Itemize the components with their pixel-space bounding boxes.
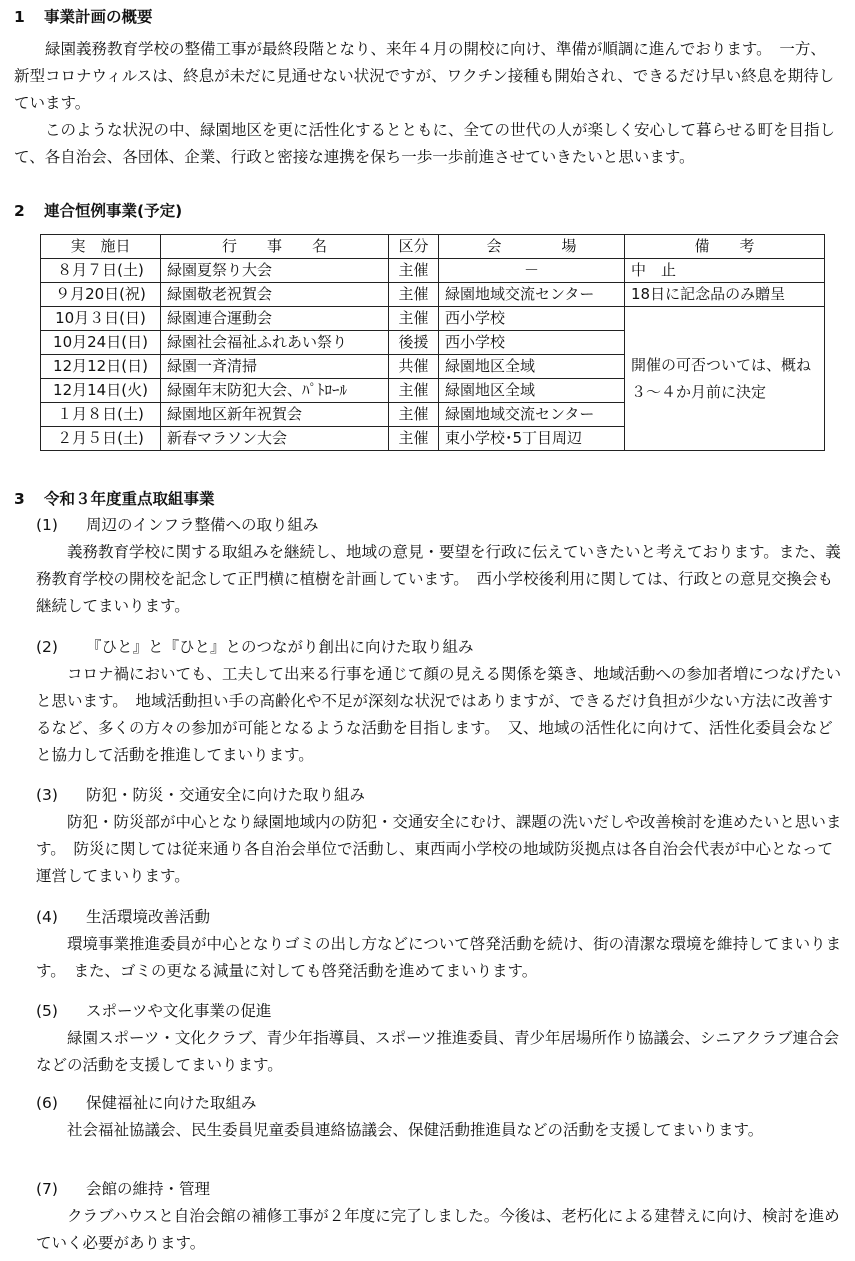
section-2-title: 連合恒例事業(予定) — [44, 202, 183, 220]
table-header-row — [41, 235, 825, 259]
cell-date: ８月７日(土) — [41, 259, 161, 283]
priority-item — [36, 782, 842, 890]
priority-item — [36, 904, 842, 985]
cell-event: 緑園夏祭り大会 — [161, 259, 389, 283]
cell-venue: 緑園地域交流センター — [439, 403, 625, 427]
section-2-heading — [14, 198, 182, 225]
item-number: (4) — [36, 908, 58, 926]
cell-category: 主催 — [389, 283, 439, 307]
cell-event: 緑園地区新年祝賀会 — [161, 403, 389, 427]
item-number: (2) — [36, 638, 58, 656]
section-1-body — [14, 36, 840, 171]
item-body: 義務教育学校に関する取組みを継続し、地域の意見・要望を行政に伝えていきたいと考えております。また、義務教育学校の開校を記念して正門横に植樹を計画しています。 西小学校後利用に関しては、行政との意見交換会も継続してまいります。 — [36, 543, 841, 615]
cell-venue: 緑園地区全域 — [439, 379, 625, 403]
item-number: (3) — [36, 786, 58, 804]
cell-category: 主催 — [389, 403, 439, 427]
item-title: 『ひと』と『ひと』とのつながり創出に向けた取り組み — [86, 638, 474, 656]
cell-date: ９月20日(祝) — [41, 283, 161, 307]
section-2-number: 2 — [14, 202, 25, 220]
header-date: 実 施日 — [41, 235, 161, 259]
cell-category: 共催 — [389, 355, 439, 379]
header-remarks: 備 考 — [625, 235, 825, 259]
priority-item — [36, 512, 842, 620]
item-body: 社会福祉協議会、民生委員児童委員連絡協議会、保健活動推進員などの活動を支援してまいります。 — [67, 1121, 764, 1139]
cell-event: 緑園連合運動会 — [161, 307, 389, 331]
section-1-heading — [14, 4, 153, 31]
cell-merged-note: 開催の可否ついては、概ね３～４か月前に決定 — [625, 307, 825, 451]
section-1-title: 事業計画の概要 — [44, 8, 153, 26]
item-title: 周辺のインフラ整備への取り組み — [86, 516, 319, 534]
cell-remarks: 中 止 — [625, 259, 825, 283]
section-1-paragraph: このような状況の中、緑園地区を更に活性化するとともに、全ての世代の人が楽しく安心して暮らせる町を目指して、各自治会、各団体、企業、行政と密接な連携を保ち一歩一歩前進させていきたいと思います。 — [14, 121, 836, 166]
cell-date: １月８日(土) — [41, 403, 161, 427]
item-body: 緑園スポーツ・文化クラブ、青少年指導員、スポーツ推進委員、青少年居場所作り協議会、シニアクラブ連合会などの活動を支援してまいります。 — [36, 1029, 840, 1074]
item-title: スポーツや文化事業の促進 — [86, 1002, 272, 1020]
cell-date: 12月12日(日) — [41, 355, 161, 379]
table-row — [41, 307, 825, 331]
cell-venue: － — [439, 259, 625, 283]
priority-item — [36, 998, 842, 1079]
cell-category: 主催 — [389, 307, 439, 331]
section-3-number: 3 — [14, 490, 25, 508]
item-number: (6) — [36, 1094, 58, 1112]
item-number: (7) — [36, 1180, 58, 1198]
header-event: 行 事 名 — [161, 235, 389, 259]
cell-category: 主催 — [389, 259, 439, 283]
priority-item — [36, 1090, 842, 1144]
item-body: コロナ禍においても、工夫して出来る行事を通じて顔の見える関係を築き、地域活動への参加者増につなげたいと思います。 地域活動担い手の高齢化や不足が深刻な状況ではありますが、できるだけ負担が少ない方法に改善するなど、多くの方々の参加が可能となるような活動を目指します。 又、地域の活性化に向けて、活性化委員会などと協力して活動を推進してまいります。 — [36, 665, 842, 764]
item-body: 防犯・防災部が中心となり緑園地域内の防犯・交通安全にむけ、課題の洗いだしや改善検討を進めたいと思います。 防災に関しては従来通り各自治会単位で活動し、東西両小学校の地域防災拠点は各自治会代表が中心となって運営してまいります。 — [36, 813, 842, 885]
item-title: 保健福祉に向けた取組み — [86, 1094, 257, 1112]
header-category: 区分 — [389, 235, 439, 259]
section-1-paragraph: 緑園義務教育学校の整備工事が最終段階となり、来年４月の開校に向け、準備が順調に進んでおります。 一方、新型コロナウィルスは、終息が未だに見通せない状況ですが、ワクチン接種も開始され、できるだけ早い終息を期待しています。 — [14, 40, 835, 112]
cell-venue: 東小学校･5丁目周辺 — [439, 427, 625, 451]
cell-category: 主催 — [389, 379, 439, 403]
item-number: (5) — [36, 1002, 58, 1020]
events-table — [40, 234, 825, 451]
cell-category: 後援 — [389, 331, 439, 355]
item-title: 防犯・防災・交通安全に向けた取り組み — [86, 786, 366, 804]
cell-remarks: 18日に記念品のみ贈呈 — [625, 283, 825, 307]
table-row — [41, 283, 825, 307]
cell-event: 緑園敬老祝賀会 — [161, 283, 389, 307]
header-venue: 会 場 — [439, 235, 625, 259]
item-body: 環境事業推進委員が中心となりゴミの出し方などについて啓発活動を続け、街の清潔な環境を維持してまいります。 また、ゴミの更なる減量に対しても啓発活動を進めてまいります。 — [36, 935, 842, 980]
cell-event: 緑園一斉清掃 — [161, 355, 389, 379]
item-title: 会館の維持・管理 — [86, 1180, 211, 1198]
item-number: (1) — [36, 516, 58, 534]
cell-venue: 西小学校 — [439, 307, 625, 331]
item-body: クラブハウスと自治会館の補修工事が２年度に完了しました。今後は、老朽化による建替えに向け、検討を進めていく必要があります。 — [36, 1207, 840, 1252]
cell-date: ２月５日(土) — [41, 427, 161, 451]
item-title: 生活環境改善活動 — [86, 908, 211, 926]
table-row — [41, 259, 825, 283]
cell-venue: 西小学校 — [439, 331, 625, 355]
cell-date: 10月24日(日) — [41, 331, 161, 355]
cell-event: 新春マラソン大会 — [161, 427, 389, 451]
cell-date: 10月３日(日) — [41, 307, 161, 331]
cell-venue: 緑園地域交流センター — [439, 283, 625, 307]
cell-event: 緑園年末防犯大会、ﾊﾟﾄﾛｰﾙ — [161, 379, 389, 403]
priority-item — [36, 634, 842, 769]
priority-item — [36, 1176, 842, 1257]
cell-category: 主催 — [389, 427, 439, 451]
cell-date: 12月14日(火) — [41, 379, 161, 403]
cell-event: 緑園社会福祉ふれあい祭り — [161, 331, 389, 355]
section-3-heading — [14, 486, 215, 513]
section-3-title: 令和３年度重点取組事業 — [44, 490, 215, 508]
section-1-number: 1 — [14, 8, 25, 26]
cell-venue: 緑園地区全域 — [439, 355, 625, 379]
